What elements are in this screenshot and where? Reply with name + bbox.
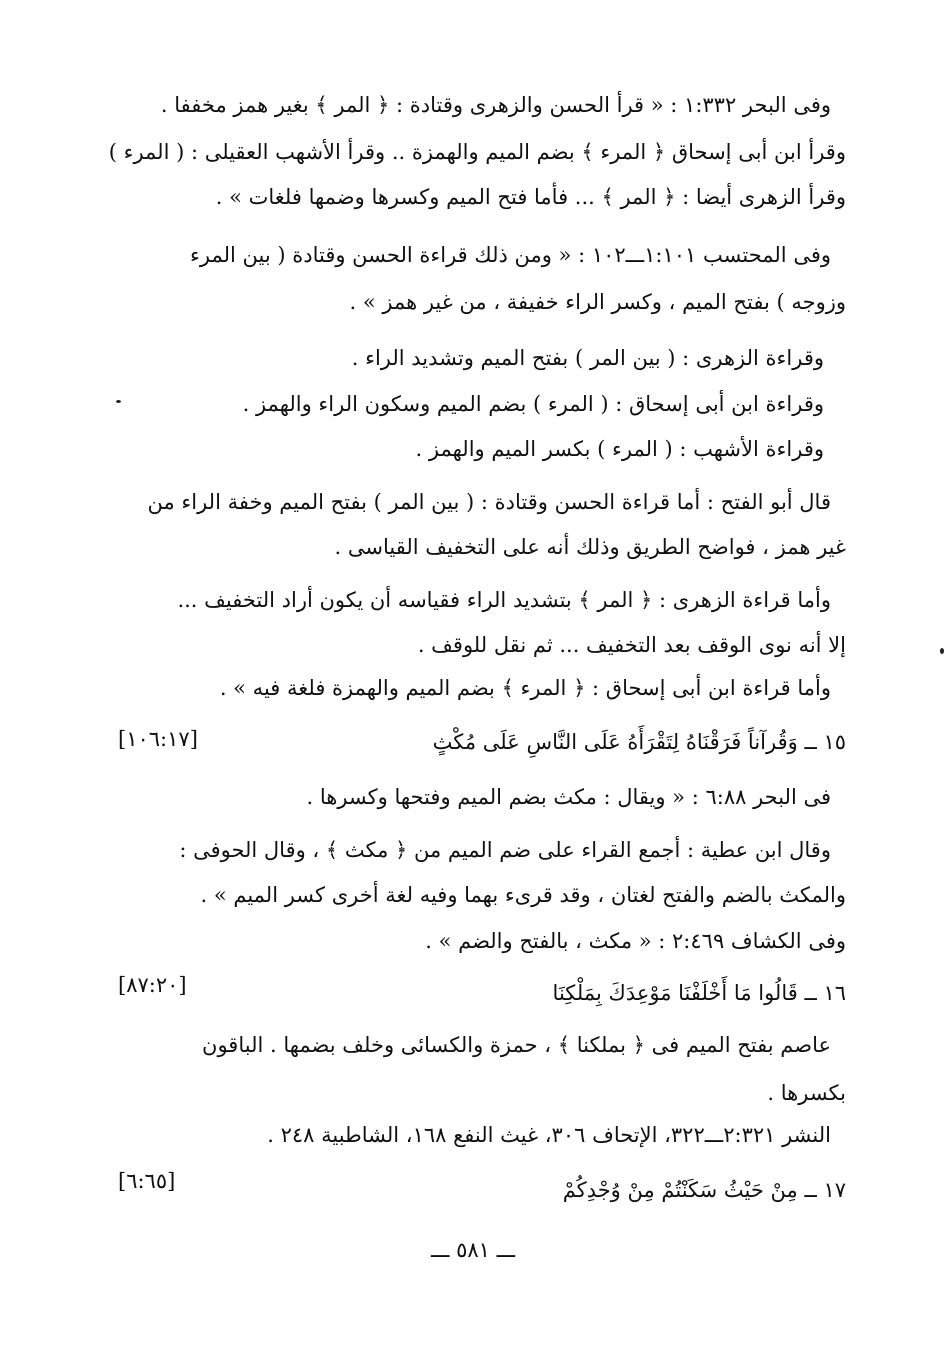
text-line: وقراءة الأشهب : ( المرء ) بكسر الميم والهمز . [415,437,824,461]
scan-speck [116,400,121,403]
text-line: عاصم بفتح الميم فى ﴿ بملكنا ﴾ ، حمزة والكسائى وخلف بضمها . الباقون [202,1033,831,1057]
verse-line: ١٦ ــ قَالُوا مَا أَخْلَفْنَا مَوْعِدَكَ بِمَلْكِنَا [552,981,846,1005]
text-line: وزوجه ) بفتح الميم ، وكسر الراء خفيفة ، من غير همز » . [349,290,846,314]
text-line: وأما قراءة الزهرى : ﴿ المر ﴾ بتشديد الراء فقياسه أن يكون أراد التخفيف ... [177,588,831,612]
text-line: إلا أنه نوى الوقف بعد التخفيف ... ثم نقل للوقف . [417,633,846,657]
verse-reference: [٦:٦٥] [118,1169,176,1193]
text-line: وفى المحتسب ١:١٠١ـــ١٠٢ : « ومن ذلك قراءة الحسن وقتادة ( بين المرء [190,243,831,267]
text-line: وفى البحر ١:٣٣٢ : « قرأ الحسن والزهرى وقتادة : ﴿ المر ﴾ بغير همز مخففا . [160,93,831,117]
page-number: ـــ ٥٨١ ـــ [430,1238,516,1262]
text-line: غير همز ، فواضح الطريق وذلك أنه على التخفيف القياسى . [334,535,846,559]
text-line: بكسرها . [767,1081,846,1105]
text-line: وقراءة ابن أبى إسحاق : ( المرء ) بضم الميم وسكون الراء والهمز . [242,392,824,416]
text-line: النشر ٢:٣٢١ـــ٣٢٢، الإتحاف ٣٠٦، غيث النفع ١٦٨، الشاطبية ٢٤٨ . [267,1123,831,1147]
scan-speck [940,648,944,654]
text-line: وقرأ الزهرى أيضا : ﴿ المر ﴾ ... فأما فتح الميم وكسرها وضمها فلغات » . [215,185,846,209]
verse-reference: [١٠٦:١٧] [118,727,198,751]
text-line: قال أبو الفتح : أما قراءة الحسن وقتادة : ( بين المر ) بفتح الميم وخفة الراء من [147,490,831,514]
verse-line: ١٥ ــ وَقُرآناً فَرَقْنَاهُ لِتَقْرَأَهُ عَلَى النَّاسِ عَلَى مُكْثٍ [432,730,846,754]
text-line: والمكث بالضم والفتح لغتان ، وقد قرىء بهما وفيه لغة أخرى كسر الميم » . [200,883,846,907]
text-line: وقرأ ابن أبى إسحاق ﴿ المرء ﴾ بضم الميم والهمزة .. وقرأ الأشهب العقيلى : ( المرء ) [108,140,846,164]
text-line: وأما قراءة ابن أبى إسحاق : ﴿ المرء ﴾ بضم الميم والهمزة فلغة فيه » . [219,676,831,700]
text-line: وقراءة الزهرى : ( بين المر ) بفتح الميم وتشديد الراء . [351,346,824,370]
text-line: وفى الكشاف ٢:٤٦٩ : « مكث ، بالفتح والضم » . [425,929,846,953]
text-line: وقال ابن عطية : أجمع القراء على ضم الميم من ﴿ مكث ﴾ ، وقال الحوفى : [179,838,831,862]
verse-reference: [٨٧:٢٠] [118,973,187,997]
verse-line: ١٧ ــ مِنْ حَيْثُ سَكَنْتُمْ مِنْ وُجْدِكُمْ [562,1178,846,1202]
text-line: فى البحر ٦:٨٨ : « ويقال : مكث بضم الميم وفتحها وكسرها . [306,785,831,809]
